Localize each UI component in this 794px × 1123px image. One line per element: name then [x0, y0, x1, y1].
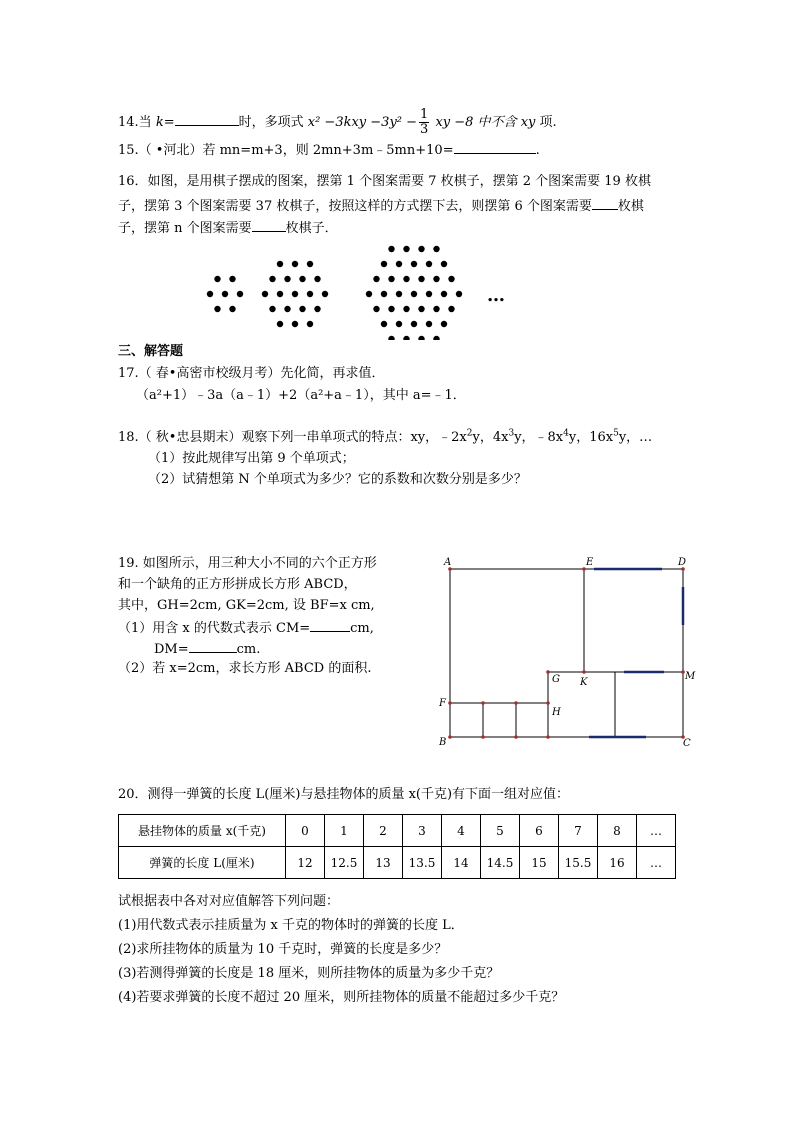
q16-line1: 16．如图，是用棋子摆成的图案，摆第 1 个图案需要 7 枚棋子，摆第 2 个图案需要 19 枚棋	[118, 174, 651, 189]
q19-line3: 其中，GH=2cm, GK=2cm, 设 BF=x cm,	[118, 598, 375, 613]
chess-piece-dot	[262, 291, 268, 297]
table-row2-header: 弹簧的长度 L(厘米)	[119, 847, 286, 879]
q20-title: 20．测得一弹簧的长度 L(厘米)与悬挂物体的质量 x(千克)有下面一组对应值：	[118, 787, 570, 802]
rect-abcd	[450, 569, 683, 737]
q14-suffix: 项.	[535, 115, 557, 130]
q15-suffix: .	[535, 143, 540, 158]
chess-piece-dot	[214, 306, 220, 312]
q14-frac-num: 1	[420, 107, 429, 122]
chess-piece-dot	[229, 306, 235, 312]
chess-piece-dot	[381, 321, 387, 327]
table-cell: 3	[403, 815, 442, 847]
table-cell: 4	[442, 815, 481, 847]
table-cell: 15.5	[559, 847, 598, 879]
table-cell: 13.5	[403, 847, 442, 879]
chess-piece-dot	[381, 261, 387, 267]
chess-piece-dot	[433, 276, 439, 282]
table-cell: 5	[481, 815, 520, 847]
q18-line1a: 18.（ 秋•忠县期末）观察下列一串单项式的特点：xy，﹣2x	[118, 430, 467, 445]
q14-poly2: xy −8 中不含	[431, 115, 521, 130]
q19-line4	[118, 618, 374, 638]
q17-line1: 17.（ 春•高密市校级月考）先化简，再求值．	[118, 366, 385, 381]
table-cell: 12.5	[325, 847, 364, 879]
label-h: H	[552, 707, 561, 718]
chess-piece-dot	[396, 261, 402, 267]
q16-blank-2	[252, 218, 286, 232]
q19-line5	[154, 639, 260, 659]
chess-piece-dot	[426, 291, 432, 297]
chess-piece-dot	[411, 291, 417, 297]
chess-pattern-figure	[195, 240, 525, 340]
label-d: D	[678, 557, 687, 568]
table-cell: 12	[286, 847, 325, 879]
chess-piece-dot	[277, 261, 283, 267]
chess-piece-dot	[292, 291, 298, 297]
rectangle-abcd-figure	[434, 555, 714, 755]
q19-blank-dm	[189, 639, 237, 653]
q19-line5a: DM=	[154, 642, 189, 657]
chess-piece-dot	[388, 306, 394, 312]
table-cell: 14.5	[481, 847, 520, 879]
q18-line1d: y，16x	[568, 430, 614, 445]
q16-line3b: 枚棋子．	[285, 221, 338, 236]
chess-piece-dot	[411, 261, 417, 267]
chess-piece-dot	[426, 261, 432, 267]
q18-line1b: y，4x	[472, 430, 509, 445]
chess-piece-dot	[314, 306, 320, 312]
chess-piece-dot	[237, 291, 243, 297]
chess-piece-dot	[373, 306, 379, 312]
chess-piece-dot	[222, 291, 228, 297]
label-c: C	[683, 738, 691, 749]
table-cell: 14	[442, 847, 481, 879]
chess-piece-dot	[299, 276, 305, 282]
q19-blank-cm	[310, 618, 350, 632]
table-row	[119, 815, 676, 847]
q19-line4b: cm,	[350, 621, 374, 636]
chess-piece-dot	[381, 291, 387, 297]
chess-piece-dot	[284, 306, 290, 312]
q20-part4: (4)若要求弹簧的长度不超过 20 厘米，则所挂物体的质量不能超过多少千克？	[118, 990, 565, 1005]
chess-piece-dot	[448, 276, 454, 282]
label-e: E	[586, 557, 594, 568]
q20-intro: 试根据表中各对对应值解答下列问题：	[118, 894, 340, 909]
q19-line4a: （1）用含 x 的代数式表示 CM=	[118, 621, 311, 636]
q18-sup4: 4	[563, 428, 569, 439]
q18-sup2: 2	[466, 428, 473, 439]
chess-piece-dot	[388, 276, 394, 282]
chess-piece-dot	[403, 276, 409, 282]
question-15	[118, 140, 540, 160]
q16-blank-1	[592, 196, 618, 210]
q16-line3a: 子，摆第 n 个图案需要	[118, 221, 252, 236]
chess-piece-dot	[373, 276, 379, 282]
q15-prefix: 15.（ •河北）若 mn=m+3，则 2mn+3m﹣5mn+10=	[118, 143, 454, 158]
chess-piece-dot	[307, 321, 313, 327]
chess-piece-dot	[441, 291, 447, 297]
chess-piece-dot	[403, 306, 409, 312]
q14-eq: =	[163, 115, 175, 130]
q18-line3: （2）试猜想第 N 个单项式为多少？它的系数和次数分别是多少？	[148, 472, 527, 487]
chess-piece-dot	[366, 291, 372, 297]
table-cell: 8	[598, 815, 637, 847]
q16-line2b: 枚棋	[617, 199, 644, 214]
chess-piece-dot	[433, 336, 439, 340]
q19-line2: 和一个缺角的正方形拼成长方形 ABCD，	[118, 577, 357, 592]
q20-part3: (3)若测得弹簧的长度是 18 厘米，则所挂物体的质量为多少千克？	[118, 966, 500, 981]
question-14	[118, 108, 557, 137]
q16-line3	[118, 218, 338, 238]
q14-poly1: x² −3kxy −3y² −	[307, 115, 418, 130]
table-cell: 16	[598, 847, 637, 879]
chess-piece-dot	[207, 291, 213, 297]
q19-line5b: cm.	[236, 642, 261, 657]
chess-piece-dot	[441, 321, 447, 327]
q14-frac-den: 3	[420, 122, 429, 137]
chess-piece-dot	[433, 246, 439, 252]
table-cell: 13	[364, 847, 403, 879]
chess-piece-dot	[388, 246, 394, 252]
chess-piece-dot	[277, 321, 283, 327]
chess-piece-dot	[388, 336, 394, 340]
chess-piece-dot	[426, 321, 432, 327]
chess-piece-dot	[229, 276, 235, 282]
label-b: B	[439, 737, 447, 748]
q18-line1c: y，﹣8x	[514, 430, 564, 445]
chess-piece-dot	[396, 321, 402, 327]
q20-part2: (2)求所挂物体的质量为 10 千克时，弹簧的长度是多少？	[118, 942, 448, 957]
q14-fraction	[419, 108, 429, 137]
chess-piece-dot	[403, 246, 409, 252]
q18-line1e: y，…	[618, 430, 653, 445]
label-f: F	[439, 698, 446, 709]
table-cell: 7	[559, 815, 598, 847]
chess-piece-dot	[448, 306, 454, 312]
table-row	[119, 847, 676, 879]
q14-k: k	[155, 115, 164, 130]
chess-piece-dot	[292, 321, 298, 327]
pattern-ellipsis: …	[487, 285, 505, 306]
table-cell: 15	[520, 847, 559, 879]
q14-mid: 时，多项式	[238, 115, 308, 130]
section-3-title: 三、解答题	[118, 344, 184, 359]
chess-piece-dot	[433, 306, 439, 312]
table-row1-header: 悬挂物体的质量 x(千克)	[119, 815, 286, 847]
chess-piece-dot	[277, 291, 283, 297]
table-cell: 1	[325, 815, 364, 847]
label-a: A	[444, 557, 452, 568]
table-cell: 2	[364, 815, 403, 847]
label-m: M	[685, 671, 696, 682]
table-cell: …	[637, 847, 676, 879]
table-cell: 6	[520, 815, 559, 847]
chess-piece-dot	[214, 276, 220, 282]
chess-piece-dot	[396, 291, 402, 297]
chess-piece-dot	[441, 261, 447, 267]
table-cell: …	[637, 815, 676, 847]
chess-piece-dot	[456, 291, 462, 297]
chess-piece-dot	[418, 336, 424, 340]
q18-sup3: 3	[508, 428, 515, 439]
chess-piece-dot	[314, 276, 320, 282]
chess-piece-dot	[284, 276, 290, 282]
chess-piece-dot	[411, 321, 417, 327]
spring-table	[118, 814, 676, 879]
chess-piece-dot	[307, 261, 313, 267]
q14-xy: xy	[520, 115, 536, 130]
q18-sup5: 5	[613, 428, 619, 439]
chess-piece-dot	[322, 291, 328, 297]
q18-line2: （1）按此规律写出第 9 个单项式；	[148, 451, 355, 466]
q19-line1: 19. 如图所示，用三种大小不同的六个正方形	[118, 556, 377, 571]
q15-blank	[454, 140, 536, 154]
chess-piece-dot	[418, 306, 424, 312]
label-g: G	[552, 674, 560, 685]
chess-piece-dot	[269, 306, 275, 312]
q14-prefix: 14.当	[118, 115, 156, 130]
q20-part1: (1)用代数式表示挂质量为 x 千克的物体时的弹簧的长度 L．	[118, 918, 464, 933]
q18-line1	[118, 429, 652, 447]
chess-piece-dot	[292, 261, 298, 267]
q19-line6: （2）若 x=2cm，求长方形 ABCD 的面积.	[118, 661, 372, 676]
chess-piece-dot	[403, 336, 409, 340]
q16-line2	[118, 196, 644, 216]
chess-piece-dot	[418, 276, 424, 282]
label-k: K	[580, 677, 588, 688]
q16-line2a: 子，摆第 3 个图案需要 37 枚棋子，按照这样的方式摆下去，则摆第 6 个图案需要	[118, 199, 592, 214]
chess-piece-dot	[418, 246, 424, 252]
q14-blank	[175, 112, 239, 126]
q17-line2: （a²+1）﹣3a（a﹣1）+2（a²+a﹣1），其中 a=﹣1．	[136, 388, 466, 403]
table-cell: 0	[286, 815, 325, 847]
chess-piece-dot	[307, 291, 313, 297]
chess-piece-dot	[299, 306, 305, 312]
chess-piece-dot	[269, 276, 275, 282]
